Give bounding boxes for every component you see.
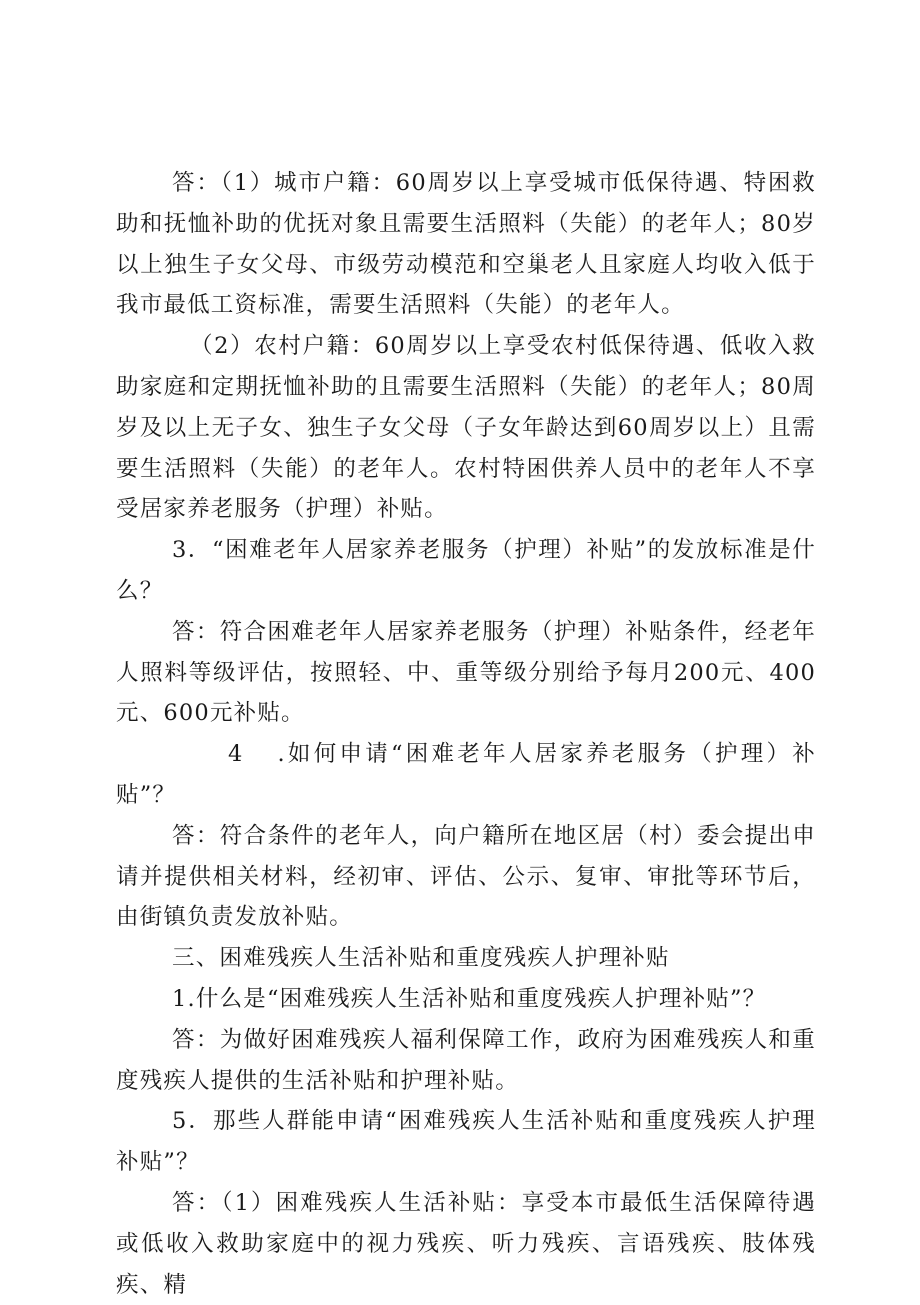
answer-4-how-to-apply: 答：符合条件的老年人，向户籍所在地区居（村）委会提出申请并提供相关材料，经初审、评估、公示、复审、审批等环节后，由街镇负责发放补贴。: [116, 822, 816, 931]
question-5-who-can-apply: 5．那些人群能申请“困难残疾人生活补贴和重度残疾人护理补贴”？: [116, 1108, 816, 1176]
paragraph-urban-eligibility: 答：（1）城市户籍：60周岁以上享受城市低保待遇、特困救助和抚恤补助的优抚对象且需要生活照料（失能）的老年人；80岁以上独生子女父母、市级劳动模范和空巢老人且家庭人均收入低于我市最低工资标准，需要生活照料（失能）的老年人。: [116, 170, 816, 319]
answer-1-what-is-disability-subsidy: 答：为做好困难残疾人福利保障工作，政府为困难残疾人和重度残疾人提供的生活补贴和护理补贴。: [116, 1026, 816, 1094]
section-3-heading: 三、困难残疾人生活补贴和重度残疾人护理补贴: [172, 945, 670, 972]
question-4-number: 4: [228, 741, 244, 768]
answer-3-subsidy-standard: 答：符合困难老年人居家养老服务（护理）补贴条件，经老年人照料等级评估，按照轻、中、重等级分别给予每月200元、400元、600元补贴。: [116, 618, 816, 727]
question-3-subsidy-standard: 3．“困难老年人居家养老服务（护理）补贴”的发放标准是什么？: [116, 537, 816, 604]
question-1-what-is-disability-subsidy: 1.什么是“困难残疾人生活补贴和重度残疾人护理补贴”？: [172, 985, 767, 1012]
question-4-how-to-apply: [116, 734, 816, 816]
paragraph-rural-eligibility: （2）农村户籍：60周岁以上享受农村低保待遇、低收入救助家庭和定期抚恤补助的且需要生活照料（失能）的老年人；80周岁及以上无子女、独生子女父母（子女年龄达到60周岁以上）且需要生活照料（失能）的老年人。农村特困供养人员中的老年人不享受居家养老服务（护理）补贴。: [116, 333, 816, 523]
question-4-text: .如何申请“困难老年人居家养老服务（护理）补贴”？: [116, 741, 816, 808]
answer-5-who-can-apply: 答：（1）困难残疾人生活补贴：享受本市最低生活保障待遇或低收入救助家庭中的视力残疾、听力残疾、言语残疾、肢体残疾、精: [116, 1189, 816, 1298]
document-body: [116, 163, 816, 1305]
